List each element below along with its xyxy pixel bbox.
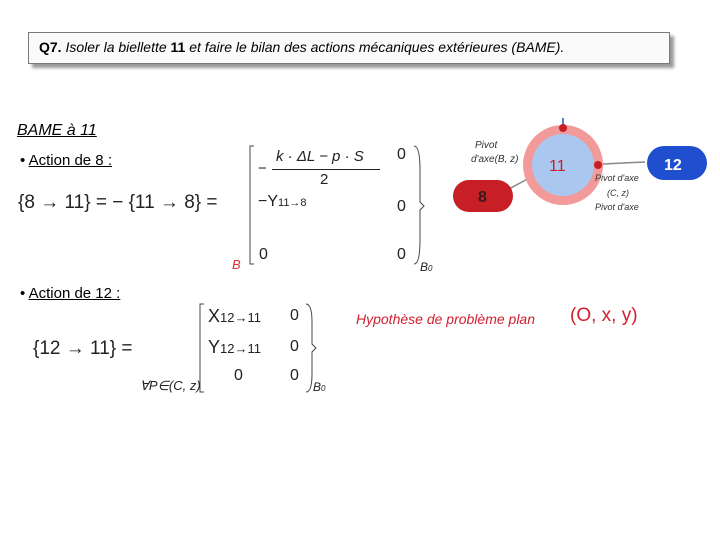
torsor-8-r2-sub: 11→8: [278, 197, 307, 209]
question-text: [39, 39, 564, 55]
action-12-label: • Action de 12 :: [20, 285, 121, 302]
question-box: [28, 32, 670, 64]
pivot-c-line1: Pivot d'axe: [595, 173, 639, 183]
hypothesis-text: Hypothèse de problème plan: [356, 311, 536, 327]
bame-title: BAME à 11: [17, 122, 97, 139]
node-8-label: 8: [478, 189, 487, 206]
node-11-label: 11: [549, 158, 566, 175]
torsor-12-lhs: {12 → 11} =: [33, 338, 133, 359]
pivot-c-dot: [594, 161, 602, 169]
torsor-8-point: B: [232, 257, 241, 272]
torsor-8-base: B0: [420, 260, 433, 274]
node-12-label: 12: [664, 157, 682, 174]
torsor-12-point: ∀P∈(C, z): [140, 378, 201, 393]
pivot-b-line1: Pivot: [475, 140, 498, 151]
torsor-8-r2-right: 0: [397, 198, 406, 215]
torsor-8-r3-right: 0: [397, 246, 406, 263]
torsor-12-r1-sub: 12→11: [220, 310, 261, 325]
torsor-12-base: B0: [313, 380, 326, 394]
torsor-8-r2-left: −Y11→8: [258, 193, 307, 210]
bullet: •: [20, 285, 29, 302]
action-8-label: • Action de 8 :: [20, 152, 112, 169]
hypothesis-vector: (O, x, y): [570, 305, 638, 326]
torsor-8-r1-sign: −: [258, 160, 267, 177]
question-text-after: et faire le bilan des actions mécaniques extérieures (BAME).: [189, 39, 565, 55]
torsor-8-r1-right: 0: [397, 146, 406, 163]
bullet: •: [20, 152, 29, 169]
torsor-8-r3-left: 0: [259, 246, 268, 263]
question-text-before: Isoler la biellette: [65, 39, 167, 55]
pivot-c-line2: (C, z): [607, 188, 629, 198]
torsor-8-lhs: {8 → 11} = − {11 → 8} =: [18, 192, 218, 213]
torsor-12-r2-sub: 12→11: [220, 341, 261, 356]
torsor-8-r1-den: 2: [320, 171, 329, 188]
liaison-graph: [445, 110, 710, 220]
torsor-8-r1-num: k · ΔL − p · S: [276, 148, 364, 165]
pivot-b-line2: d'axe(B, z): [471, 154, 519, 165]
torsor-12-r2-right: 0: [290, 338, 299, 355]
torsor-12-r3-right: 0: [290, 367, 299, 384]
torsor-12-r1-left: X12→11: [208, 306, 261, 326]
torsor-12-r3-left: 0: [234, 367, 243, 384]
pivot-c-line3: Pivot d'axe: [595, 202, 639, 212]
question-number: 11: [170, 39, 186, 55]
question-label: Q7.: [39, 39, 62, 55]
pivot-b-dot: [559, 124, 567, 132]
torsor-12-r2-left: Y12→11: [208, 337, 261, 357]
torsor-12-r1-right: 0: [290, 307, 299, 324]
fraction-bar: [272, 169, 380, 170]
